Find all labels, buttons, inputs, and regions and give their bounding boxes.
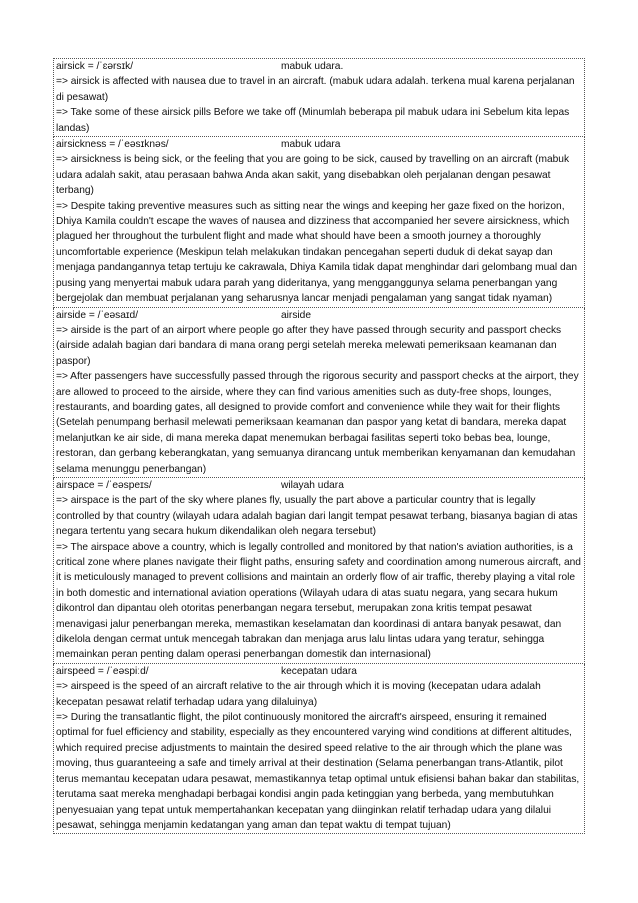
entry-definition: => airsickness is being sick, or the feeling that you are going to be sick, caused by travelling on an aircraft (mabuk udara adalah sakit, atau perasaan bahwa Anda akan sakit, yang disebabkan oleh perjalanan dengan pesawat terbang) bbox=[56, 154, 570, 197]
entry-term: airsick = /ˈɛərsɪk/ bbox=[56, 61, 134, 72]
entry-definition: => airside is the part of an airport where people go after they have passed through security and passport checks (airside adalah bagian dari bandara di mana orang pergi setelah mereka melewati pemeriksaan keamanan dan paspor) bbox=[56, 324, 562, 367]
entry-header bbox=[56, 137, 582, 152]
entry-example: => The airspace above a country, which is legally controlled and monitored by that nation's aviation authorities, is a critical zone where planes navigate their flight paths, ensuring safety and coordination among numerous aircraft, and it is meticulously managed to prevent collisions and maintain an orderly flow of air traffic, thereby playing a vital role in both domestic and international aviation operations (Wilayah udara di atas suatu negara, yang secara hukum dikontrol dan dipantau oleh otoritas penerbangan negara tersebut, merupakan zona kritis tempat pesawat menavigasi jalur penerbangan mereka, memastikan keselamatan dan koordinasi di antara banyak pesawat, dan dikelola dengan cermat untuk mencegah tabrakan dan menjaga arus lalu lintas udara yang teratur, sehingga memainkan peran penting dalam operasi penerbangan domestik dan internasional) bbox=[56, 541, 581, 661]
entry-definition: => airspeed is the speed of an aircraft relative to the air through which it is moving (kecepatan udara adalah kecepatan pesawat relatif terhadap udara yang dilaluinya) bbox=[56, 681, 541, 708]
vocabulary-document bbox=[53, 58, 585, 834]
entry-airspeed bbox=[53, 664, 585, 834]
entry-header bbox=[56, 59, 582, 74]
entry-airsick bbox=[53, 58, 585, 137]
entry-header bbox=[56, 664, 582, 679]
entry-translation: kecepatan udara bbox=[281, 665, 357, 677]
entry-example: => Take some of these airsick pills Before we take off (Minumlah beberapa pil mabuk udara ini Sebelum kita lepas landas) bbox=[56, 107, 570, 134]
entry-example: => During the transatlantic flight, the pilot continuously monitored the aircraft's airspeed, ensuring it remained optimal for fuel efficiency and stability, especially as they encountered varying wind conditions at different altitudes, which required precise adjustments to maintain the desired speed relative to the air through which the plane was moving, thus guaranteeing a safe and timely arrival at their destination (Selama penerbangan trans-Atlantik, pilot terus memantau kecepatan udara pesawat, memastikannya tetap optimal untuk efisiensi bahan bakar dan stabilitas, terutama saat mereka menghadapi berbagai kondisi angin pada ketinggian yang berbeda, yang membutuhkan penyesuaian yang tepat untuk mempertahankan kecepatan yang diinginkan relatif terhadap udara yang dilalui pesawat, sehingga menjamin kedatangan yang aman dan tepat waktu di tempat tujuan) bbox=[56, 712, 580, 831]
entry-term: airside = /ˈeəsaɪd/ bbox=[56, 309, 139, 321]
entry-term: airspeed = /ˈeəspiːd/ bbox=[56, 665, 149, 677]
entry-definition: => airsick is affected with nausea due to travel in an aircraft. (mabuk udara adalah. terkena mual karena perjalanan di pesawat) bbox=[56, 76, 575, 103]
entry-airspace bbox=[53, 478, 585, 664]
entry-header bbox=[56, 478, 582, 493]
entry-term: airsickness = /ˈeəsɪknəs/ bbox=[56, 139, 169, 151]
entry-airside bbox=[53, 308, 585, 478]
entry-definition: => airspace is the part of the sky where planes fly, usually the part above a particular country that is legally controlled by that country (wilayah udara adalah bagian dari langit tempat pesawat terbang, biasanya bagian di atas negara tertentu yang secara hukum dikendalikan oleh negara tersebut) bbox=[56, 495, 578, 538]
entry-airsickness bbox=[53, 137, 585, 307]
entry-translation: mabuk udara. bbox=[281, 61, 344, 72]
entry-translation: mabuk udara bbox=[281, 139, 341, 151]
entry-translation: wilayah udara bbox=[281, 479, 344, 491]
entry-translation: airside bbox=[281, 309, 312, 321]
entry-header bbox=[56, 308, 582, 323]
entry-example: => After passengers have successfully passed through the rigorous security and passport checks at the airport, they are allowed to proceed to the airside, where they can find various amenities such as duty-free shops, lounges, restaurants, and boarding gates, all designed to provide comfort and convenience while they wait for their flights (Setelah penumpang berhasil melewati pemeriksaan keamanan dan paspor yang ketat di bandara, mereka dapat melanjutkan ke air side, di mana mereka dapat menemukan berbagai fasilitas seperti toko bebas bea, lounge, restoran, dan gerbang keberangkatan, yang semuanya dirancang untuk memberikan kenyamanan dan kemudahan selama menunggu penerbangan) bbox=[56, 371, 579, 475]
entry-term: airspace = /ˈeəspeɪs/ bbox=[56, 479, 152, 491]
entry-example: => Despite taking preventive measures such as sitting near the wings and keeping her gaze fixed on the horizon, Dhiya Kamila couldn't escape the waves of nausea and dizziness that accompanied her severe airsickness, which plagued her throughout the turbulent flight and made what should have been a smooth journey a thoroughly uncomfortable experience (Meskipun telah melakukan tindakan pencegahan seperti duduk di dekat sayap dan menjaga pandangannya tetap tertuju ke cakrawala, Dhiya Kamila tidak dapat menghindar dari gelombang mual dan pusing yang menyertai mabuk udara parah yang dideritanya, yang mengganggunya selama penerbangan yang bergejolak dan membuat perjalanan yang seharusnya lancar menjadi pengalaman yang sangat tidak nyaman) bbox=[56, 200, 578, 305]
